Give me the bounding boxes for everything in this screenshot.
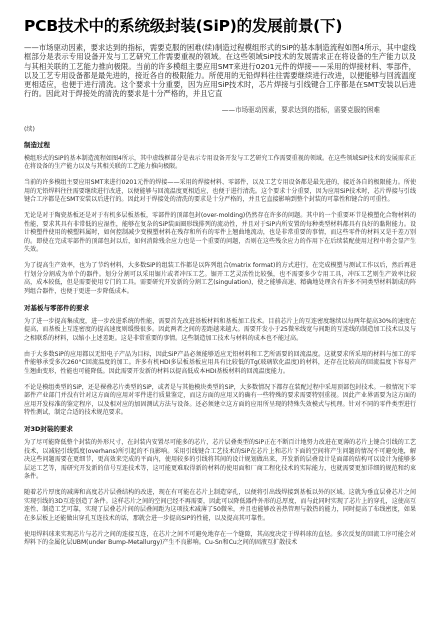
article-body (24, 126, 416, 548)
paragraph: 当前的许多模组主要应用SMT来进行0201元件的焊接——采用的焊接材料、零部件，以及工艺专用设备都是最先进的，接近各自的极限能力。所使用的无铅焊料往往需要继续进行改进，以便能够与回流温度更相适应，也便于进行清洗。这个要求十分重要，因为应用SiP技术时，芯片焊接与引线键合工序都是在SMT安装以后进行的。因此对于焊接处的清洗的要求是十分严格的，并且它直接影响到整个封装的可靠性和键合的可重性。 (24, 179, 416, 204)
section-heading: 制造过程 (24, 140, 50, 149)
paragraph: 使用焊料球来实现芯片与芯片之间的连接互连，在芯片之间不可避免地存在一个缝隙，其高度决定于焊料球的直径。多次反复的回流工序可能会对焊料下的金属化层UBM(under Bump-Metallurgy)产生不良影响。Cu-Sn和Cu之间的固液互扩散技术 (24, 530, 416, 547)
paragraph: 为了尽可能降低整个封装的外形尺寸，在封装内安置尽可能多的芯片，芯片层叠类型的SiP正在不断百计地努力改进在更薄的芯片上键合引线的工艺技术，以减轻引线弧度(overhans)所引起的不良影响。采用引线键合工艺技术的SiP在芯片上和芯片下面的空间将产生问题的情况不可避免地，解决这些问题需要在更细节，更高效来完成的平面内，使用较多的引线将其间的设计规划做出来，开发新的层叠设计是面部的结构可以设计为能够多层运工艺等，需研究开发新的信号互连技术等，这可能更难取得新的材料的使用面和厂商工程化技术的实际能力，也就需要更加详细的规范和约束条件。 (24, 439, 416, 481)
continued-label: (续) (24, 125, 35, 133)
paragraph: 由于大多数SiP的应用都以无铅电子产品为目标，因此SiP产品必须能够适应无铅材料和工艺所需要的回流温度。这就要求所采用的材料与加工的零件能够承受多次260°C回流温度的加工。许多有机HDI多层板基板应用具有比较低的Tg(玻璃软化温度)的材料，还存在比较高的回流温度下容易产生翘曲变形，性能也可能降低。因此需要开发新的材料以提高低成本HDI基板材料的回流温度能力。 (24, 350, 416, 375)
abstract-source: ——市场驱动因素，要求达到的指标，需要克服的困难 (221, 105, 380, 114)
paragraph: 不论是模组类型的SiP，还是裸叠芯片类型的SiP，或者是与其他模块类型的SiP，大多数情况下都存在装配过程中采用顶部包封技术。一般情况下零部件产业部门并没有针对这方面的应用对零件进行质量鉴定，而这方面的应用又的确有一些特殊的要求需要特别重视。因此产业界需要为这方面的应用开发标准的鉴定程序，以及相对应的加固测试方法与设备。还必须建立这方面的应用所呈现的特殊失效模式与机理。针对不同的零件类型进行特性测试，制定合适的技术规范要求。 (24, 383, 416, 417)
paragraph: 为了提高生产效率，也为了节约材料，大多数SiP的组装工作都是以阵列组合(matrix format)的方式进行，在完成模塑与测试工作以后，然后再进行划分分割成为单个的器件。划分分割可以采用锯片或者冲压工艺。锯开工艺灵活性比较强，也不需要多少专用工具，冲压工艺则生产效率比较高，成本较低，但是需要使用专门的工具。需要研究开发新的分割工艺(singulation)，使之能够高速、精确地处理含有许多不同类型材料制成的阵列组合器件，也便于更进一步降低成本。 (24, 262, 416, 295)
paragraph: 无论是对于陶瓷基板还是对于有机多层板基板，零部件的顶部包封(over-molding)仍然存在许多的问题。其中的一个重要环节是模塑化合物材料的性能，要求其具有非常低的应湿性，能够在复杂的SiP装面圈形线排列的流动性，并且对于SiP内所安置的每种类型材料都具有良好的黏附能力。设计模塑件使用的模塑料属时，如何控制减少变模塑材料在残存和所有的零件上翘曲地流动，也是非常重要的事情，而这些零件的材料又是千差万别的。即使在完成零部件的顶部包封以后，如何消除残余应力也是一个重要的问题，否则在这些残余应力的作用下在后续装配使用过程中将会显产生失效。 (24, 212, 416, 254)
article-abstract: ——市场驱动因素，要求达到的指标，需要克服的困难(续)制造过程模组形式的SiP的基本制造流程如图4所示，其中虚线框部分是表示专用设备开发与工艺研究工作需要重视的领域。在这些领域SiP技术的发展需求正在将设备的生产能力以及与其相关联的工艺能力推向极限。当前的许多模组主要应用SMT来进行0201元件的焊接——采用的焊接材料、零部件，以及工艺专用设备都是最先进的，接近各自的极限能力。所使用的无铅焊料往往需要继续进行改进，以便能够与回流温度更相适应，也便于进行清洗。这个要求十分重要，因为应用SiP技术时，芯片焊接与引线键合工序都是在SMT安装以后进行的。因此对于焊接处的清洗的要求是十分严格的，并且它直 (24, 43, 416, 99)
subsection-heading: 对基板与零部件的要求 (24, 303, 89, 312)
paragraph: 模组形式的SiP的基本制造流程如图4所示，其中虚线框部分是表示专用设备开发与工艺研究工作需要重视的领域。在这些领域SiP技术的发展需求正在将设备的生产能力以及与其相关联的工艺能力推向极限。 (24, 154, 416, 171)
article-title: PCB技术中的系统级封装(SiP)的发展前景(下) (24, 17, 343, 35)
paragraph: 为了进一步提高集成度，进一步改进系统的性能，需要首先改进基板材料和基板加工技术。目前芯片上的互连密度继续以每两年提高30%的速度在提高，而基板上互连密度的提高速度则缓慢很多。因此两者之间的差距越来越大。需要开发小于25微米线宽与间距的互连线的制造加工技术以及与之相联系的材料，以缩小上述差距。这是非常重要的事情。这些制造加工技术与材料的成本也不能过高。 (24, 317, 416, 342)
paragraph: 随着芯片厚度的减薄和高度芯片层叠结构的改进，现在有可能在芯片上制造穿孔，以便将引出线焊接到基板以外的区域。这就为垂直层叠芯片之间实现引线的3D互连创造了条件。这样芯片之间的空间已经不再需要，因此可以降低器件外形的总厚度，而与此同时实现了芯片上的穿孔，这使高互连性、制造工艺可靠，实现了层叠芯片间的层叠间距为这项技术减薄了50微米，并且也能够改善热管理与散热的能力，同时提高了布线密度，如果在多层板上还能做出穿孔互连技术的话，那就会进一步提高SiP的性能，以及提高其可靠性。 (24, 489, 416, 522)
subsection-heading: 对3D封装的要求 (24, 425, 73, 434)
